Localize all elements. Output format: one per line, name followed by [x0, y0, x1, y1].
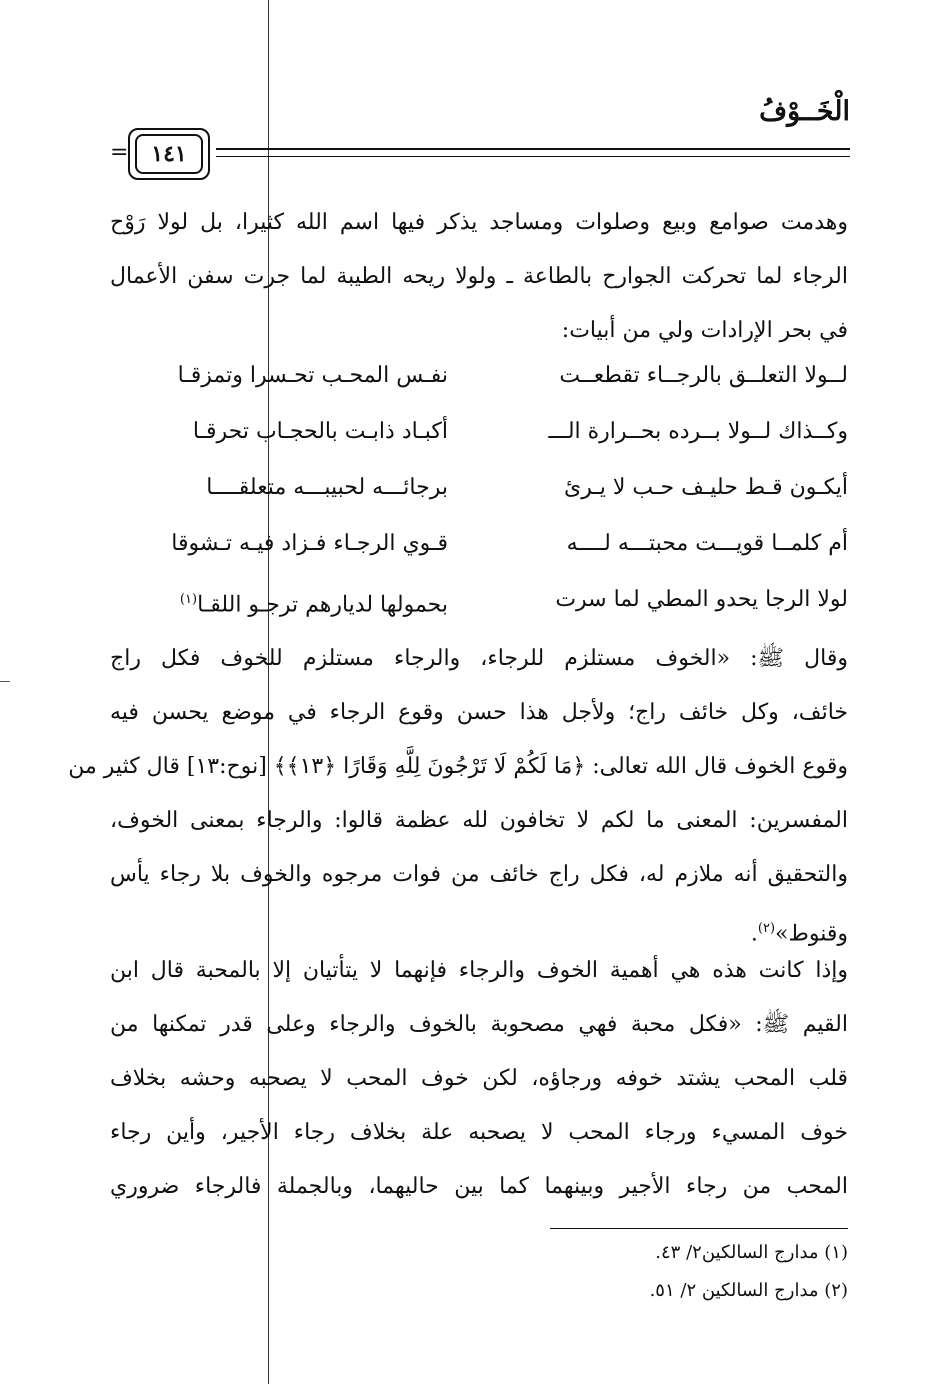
- verse-second-hemistich: [138, 572, 448, 633]
- text-fragment: وقنوط»: [775, 921, 848, 947]
- header-side-mark: =: [110, 140, 129, 165]
- page-number-frame: [128, 128, 210, 180]
- verse-second-hemistich: نفـس المحـب تحـسرا وتمزقـا: [177, 363, 448, 388]
- verse-text: بحمولها لديارهم ترجـو اللقـا: [197, 592, 448, 618]
- margin-tick: [0, 681, 10, 682]
- footnote-ref: (١): [179, 592, 198, 607]
- verse-row: [110, 572, 848, 628]
- header-rule-thin: [216, 156, 850, 157]
- text-line: في بحر الإرادات ولي من أبيات:: [561, 318, 848, 343]
- text-line: الرجاء لما تحركت الجوارح بالطاعة ـ ولولا ريحه الطيبة لما جرت سفن الأعمال: [110, 264, 848, 289]
- text-line: القيم ﷺ: «فكل محبة فهي مصحوبة بالخوف والرجاء وعلى قدر تمكنها من: [110, 1012, 848, 1037]
- footnote: (١) مدارج السالكين٢/ ٤٣.: [655, 1242, 848, 1263]
- verse-first-hemistich: أيكـون قـط حليـف حـب لا يـرئ: [563, 475, 848, 500]
- verse-first-hemistich: أم كلمــا قويـــت محبتـــه لــــه: [566, 531, 848, 556]
- header-rule: [216, 148, 850, 150]
- verse-row: [110, 348, 848, 404]
- verse-second-hemistich: قـوي الرجـاء فـزاد فيـه تـشوقا: [171, 531, 448, 556]
- footnote-separator: [550, 1228, 848, 1229]
- intro-paragraph: [110, 196, 848, 358]
- text-line: المفسرين: المعنى ما لكم لا تخافون لله عظمة قالوا: والرجاء بمعنى الخوف،: [110, 808, 848, 833]
- verse-row: [110, 460, 848, 516]
- verse-first-hemistich: وكــذاك لــولا بــرده بحــرارة الـــ: [548, 419, 848, 444]
- verse-row: [110, 516, 848, 572]
- verse-second-hemistich: أكبـاد ذابـت بالحجـاب تحرقـا: [192, 419, 448, 444]
- text-line: وقال ﷺ: «الخوف مستلزم للرجاء، والرجاء مستلزم للخوف فكل راج: [110, 646, 848, 671]
- text-line: قلب المحب يشتد خوفه ورجاؤه، لكن خوف المحب لا يصحبه وحشه بخلاف: [110, 1066, 848, 1091]
- quote-paragraph: [68, 632, 848, 961]
- text-line: خائف، وكل خائف راج؛ ولأجل هذا حسن وقوع الرجاء في موضع يحسن فيه: [110, 700, 848, 725]
- text-line: وقوع الخوف قال الله تعالى: ﴿مَا لَكُمْ لَا تَرْجُونَ لِلَّهِ وَقَارًا ﴿١٣﴾﴾ [نوح:١٣] قال كثير من: [68, 754, 848, 779]
- text-line: خوف المسيء ورجاء المحب لا يصحبه علة بخلاف رجاء الأجير، وأين رجاء: [110, 1120, 848, 1145]
- text-fragment: .: [750, 921, 758, 947]
- text-line: والتحقيق أنه ملازم له، فكل راج خائف من فوات مرجوه والخوف بلا رجاء يأس: [110, 862, 848, 887]
- ibn-qayyim-paragraph: [110, 944, 848, 1214]
- footnote-ref: (٢): [757, 921, 776, 936]
- footnote: (٢) مدارج السالكين ٢/ ٥١.: [649, 1280, 848, 1301]
- verse-second-hemistich: برجائـــه لحبيبـــه متعلقــــا: [206, 475, 448, 500]
- chapter-title: الْخَــوْفُ: [759, 96, 850, 127]
- verse-first-hemistich: لــولا التعلــق بالرجــاء تقطعــت: [559, 363, 848, 388]
- text-line: وإذا كانت هذه هي أهمية الخوف والرجاء فإنهما لا يتأتيان إلا بالمحبة قال ابن: [110, 958, 848, 983]
- page-number: ١٤١: [135, 134, 203, 174]
- verse-first-hemistich: لولا الرجا يحدو المطي لما سرت: [555, 587, 848, 612]
- text-line: وهدمت صوامع وبيع وصلوات ومساجد يذكر فيها اسم الله كثيرا، بل لولا رَوْح: [110, 210, 848, 235]
- text-line: المحب من رجاء الأجير وبينهما كما بين حاليهما، وبالجملة فالرجاء ضروري: [110, 1174, 848, 1199]
- verse-row: [110, 404, 848, 460]
